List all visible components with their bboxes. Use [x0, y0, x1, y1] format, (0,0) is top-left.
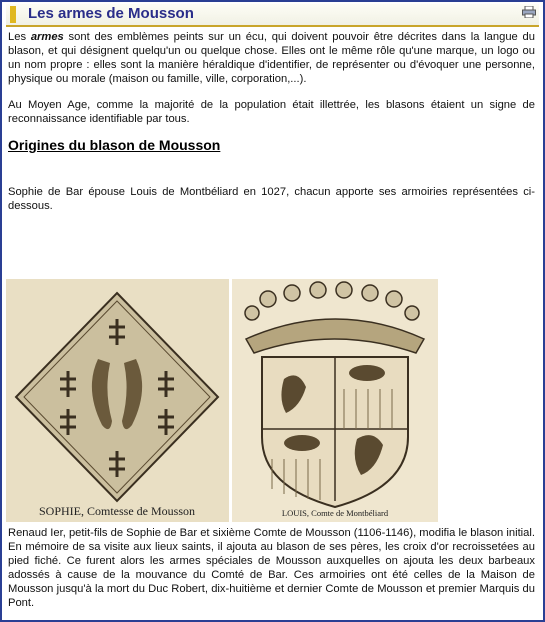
header-accent-bar: [10, 6, 16, 23]
louis-caption: LOUIS, Comte de Montbéliard: [281, 508, 389, 518]
intro-paragraph: [8, 30, 535, 86]
printer-icon[interactable]: [522, 6, 536, 18]
sophie-coat-of-arms-image: [6, 279, 229, 522]
sophie-paragraph: Sophie de Bar épouse Louis de Montbéliard en 1027, chacun apporte ses armoiries représentées ci-dessous.: [8, 186, 535, 212]
section-header: [6, 4, 539, 27]
moyen-age-paragraph: Au Moyen Age, comme la majorité de la population était illettrée, les blasons étaient un signe de reconnaissance identifiable par tous.: [8, 99, 535, 125]
section-heading: Origines du blason de Mousson: [8, 137, 221, 153]
intro-text-rest: sont des emblèmes peints sur un écu, qui doivent pouvoir être décrites dans la langue du blason, et qui désignent quelqu'un ou quelque chose. Elles ont le même rôle qu'une marque, un logo ou un nom propre : elles sont la manière héraldique d'identifier, de représenter ou d'évoquer une personne, physique ou morale (maison ou famille, ville, corporation,...).: [8, 31, 535, 85]
armes-word: armes: [30, 31, 64, 43]
sophie-caption: SOPHIE, Comtesse de Mousson: [38, 504, 196, 518]
renaud-paragraph: Renaud Ier, petit-fils de Sophie de Bar et sixième Comte de Mousson (1106-1146), modifia le blason initial. En mémoire de sa visite aux lieux saints, il ajouta au blason de ses pères, les croix d'or recroissetées au pied fiché. Ce furent alors les armes spéciales de Mousson auxquelles on ajouta les deux barbeaux adossés à cause de la mouvance du Comté de Bar. Ces armoiries ont été celles de la Maison de Mousson jusqu'à la mort du Duc Robert, dix-huitième et dernier Comte de Mousson et premier Marquis du Pont.: [8, 527, 535, 609]
louis-coat-of-arms-image: [232, 279, 438, 522]
intro-text-start: Les: [8, 31, 31, 43]
page-title: Les armes de Mousson: [28, 5, 194, 22]
